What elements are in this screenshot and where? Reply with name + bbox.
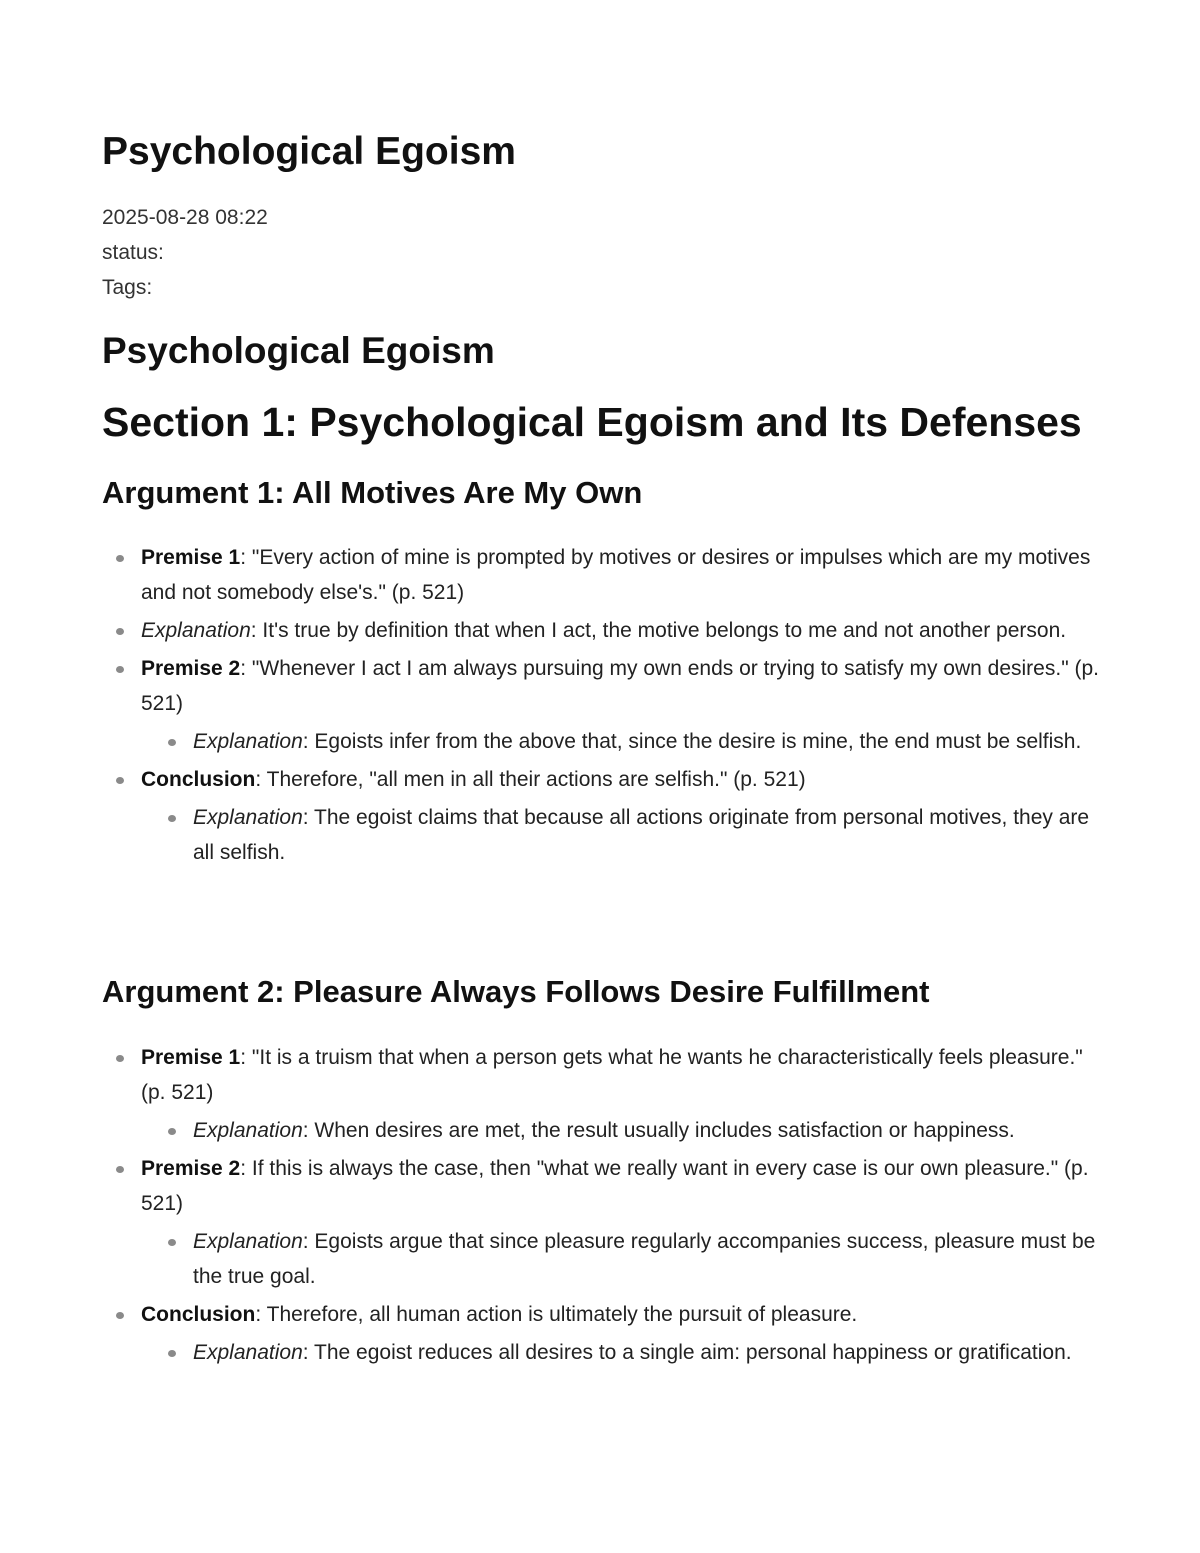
argument-1-list [102, 540, 1102, 873]
list-item [102, 1040, 1102, 1110]
list-item [102, 762, 1102, 797]
item-text: : The egoist reduces all desires to a single aim: personal happiness or gratification. [302, 1341, 1072, 1364]
argument-2-list [102, 1040, 1102, 1373]
item-term: Premise 1 [141, 546, 241, 569]
status-line: status: [102, 241, 164, 264]
item-text: : If this is always the case, then "what we really want in every case is our own pleasure." (p. 521) [141, 1157, 1089, 1215]
item-term: Explanation [193, 1119, 303, 1142]
main-heading: Psychological Egoism [102, 330, 495, 371]
list-item [102, 651, 1102, 721]
list-item [102, 540, 1102, 610]
item-term: Premise 2 [141, 1157, 241, 1180]
document-title: Psychological Egoism [102, 130, 516, 173]
item-term: Explanation [193, 1230, 303, 1253]
item-text: : Therefore, "all men in all their actions are selfish." (p. 521) [255, 768, 806, 791]
metadata-block [102, 200, 268, 305]
tags-line: Tags: [102, 276, 153, 299]
date-line: 2025-08-28 08:22 [102, 206, 268, 229]
item-text: : The egoist claims that because all actions originate from personal motives, they are all selfish. [193, 806, 1090, 864]
argument-1-heading: Argument 1: All Motives Are My Own [102, 475, 643, 510]
item-text: : Egoists infer from the above that, since the desire is mine, the end must be selfish. [302, 730, 1082, 753]
item-text: : "It is a truism that when a person gets what he wants he characteristically feels pleasure." (p. 521) [141, 1046, 1083, 1104]
argument-2-heading: Argument 2: Pleasure Always Follows Desire Fulfillment [102, 974, 930, 1009]
item-text: : "Every action of mine is prompted by motives or desires or impulses which are my motives and not somebody else's." (p. 521) [141, 546, 1091, 604]
sub-list-item [102, 1335, 1102, 1370]
list-item [102, 1151, 1102, 1221]
item-term: Explanation [193, 1341, 303, 1364]
item-term: Explanation [193, 730, 303, 753]
sub-list-item [102, 800, 1102, 870]
item-term: Premise 2 [141, 657, 241, 680]
item-term: Premise 1 [141, 1046, 241, 1069]
sub-list-item [102, 1224, 1102, 1294]
item-text: : When desires are met, the result usually includes satisfaction or happiness. [302, 1119, 1015, 1142]
item-text: : "Whenever I act I am always pursuing my own ends or trying to satisfy my own desires." (p. 521) [141, 657, 1099, 715]
item-term: Conclusion [141, 768, 256, 791]
section-heading: Section 1: Psychological Egoism and Its Defenses [102, 399, 1082, 445]
list-item [102, 1297, 1102, 1332]
item-text: : Therefore, all human action is ultimately the pursuit of pleasure. [255, 1303, 858, 1326]
item-term: Explanation [193, 806, 303, 829]
sub-list-item [102, 1113, 1102, 1148]
item-text: : Egoists argue that since pleasure regularly accompanies success, pleasure must be the true goal. [193, 1230, 1096, 1288]
item-term: Conclusion [141, 1303, 256, 1326]
sub-list-item [102, 724, 1102, 759]
item-text: : It's true by definition that when I act, the motive belongs to me and not another person. [250, 619, 1067, 642]
item-term: Explanation [141, 619, 251, 642]
list-item [102, 613, 1102, 648]
